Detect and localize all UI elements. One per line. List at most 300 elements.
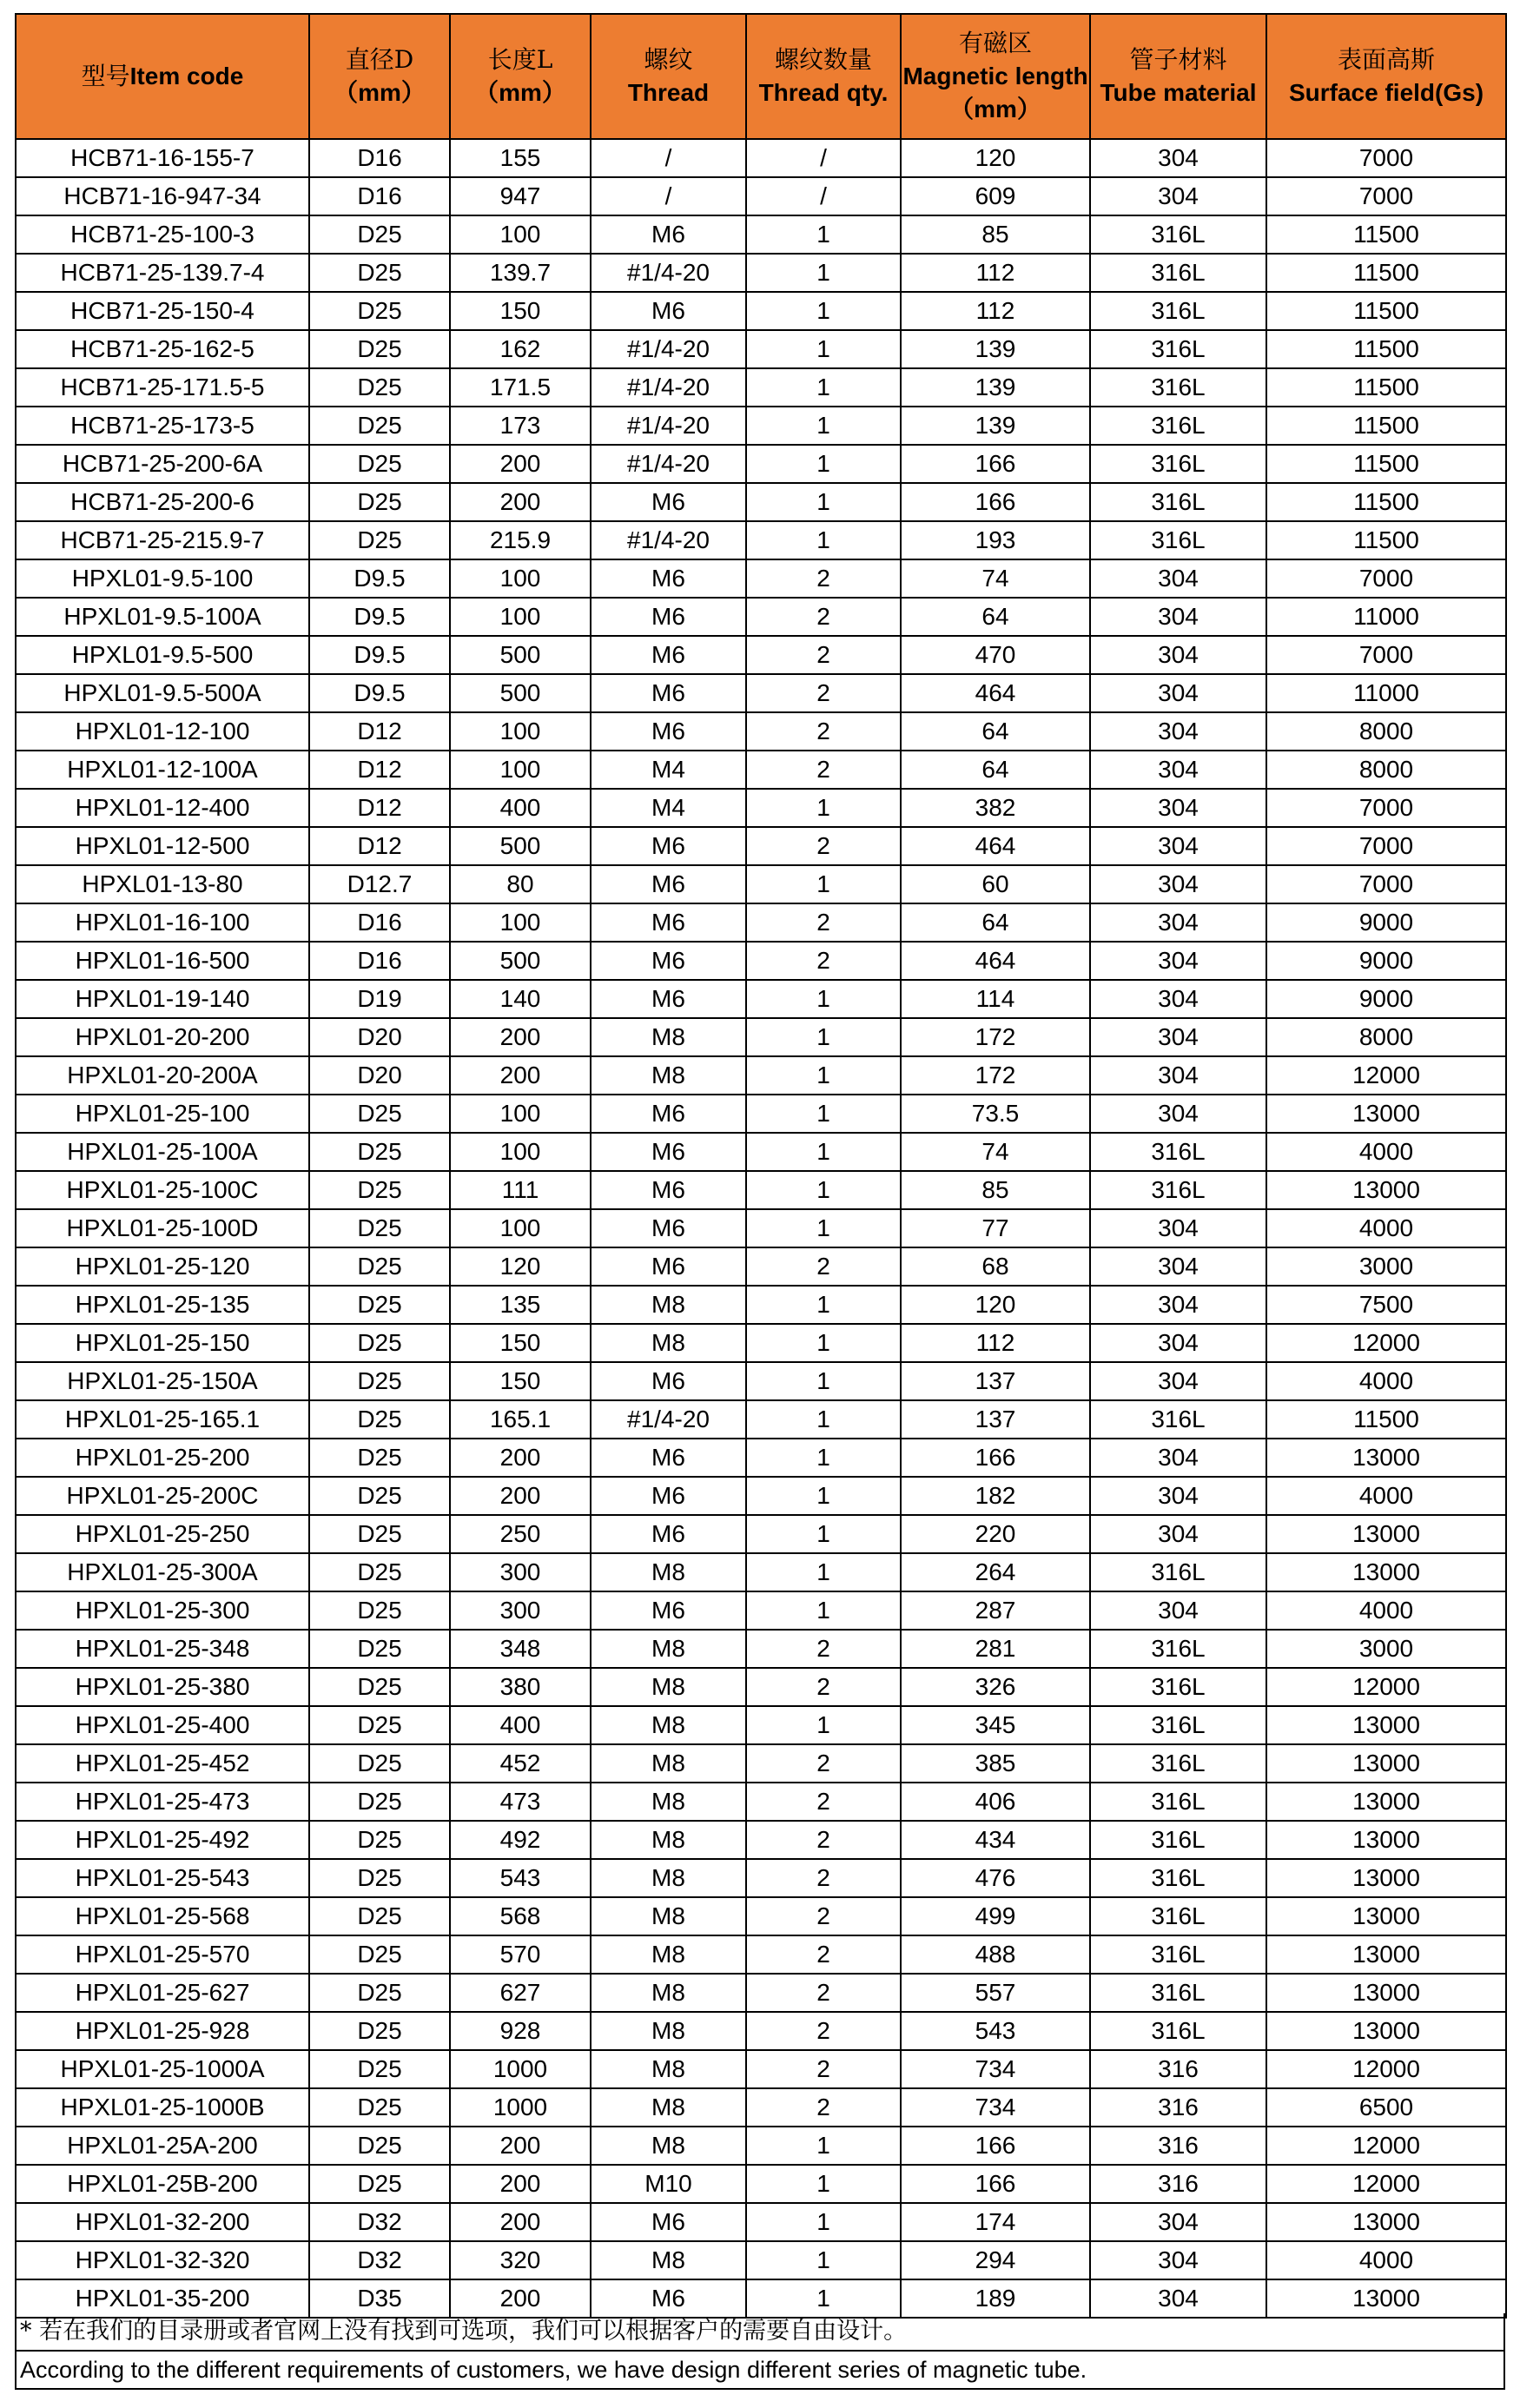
cell-diameter: D25: [309, 1783, 450, 1821]
cell-tube-material: 316: [1090, 2050, 1266, 2088]
cell-length: 100: [450, 712, 591, 751]
cell-magnetic-length: 326: [901, 1668, 1090, 1706]
cell-tube-material: 304: [1090, 1095, 1266, 1133]
cell-thread-qty: 1: [746, 1095, 901, 1133]
cell-surface-field: 13000: [1266, 1095, 1506, 1133]
cell-tube-material: 316L: [1090, 1706, 1266, 1744]
cell-tube-material: 316: [1090, 2165, 1266, 2203]
cell-thread-qty: 1: [746, 254, 901, 292]
cell-item-code: HCB71-25-200-6: [16, 483, 309, 521]
cell-surface-field: 11500: [1266, 215, 1506, 254]
cell-tube-material: 304: [1090, 2203, 1266, 2241]
cell-thread-qty: 1: [746, 1286, 901, 1324]
cell-magnetic-length: 60: [901, 865, 1090, 903]
cell-thread-qty: 2: [746, 903, 901, 942]
cell-surface-field: 13000: [1266, 1553, 1506, 1591]
cell-magnetic-length: 166: [901, 445, 1090, 483]
cell-item-code: HCB71-25-150-4: [16, 292, 309, 330]
cell-thread: M8: [591, 1783, 746, 1821]
cell-diameter: D25: [309, 1821, 450, 1859]
cell-thread-qty: 2: [746, 751, 901, 789]
cell-length: 100: [450, 903, 591, 942]
table-row: [16, 559, 1506, 598]
cell-thread-qty: 1: [746, 1018, 901, 1056]
cell-tube-material: 316L: [1090, 1133, 1266, 1171]
cell-length: 300: [450, 1591, 591, 1630]
cell-thread-qty: 2: [746, 559, 901, 598]
cell-magnetic-length: 64: [901, 751, 1090, 789]
cell-surface-field: 8000: [1266, 751, 1506, 789]
cell-item-code: HPXL01-9.5-500: [16, 636, 309, 674]
cell-thread-qty: 1: [746, 215, 901, 254]
cell-length: 250: [450, 1515, 591, 1553]
cell-item-code: HPXL01-25-300A: [16, 1553, 309, 1591]
cell-item-code: HPXL01-25-120: [16, 1247, 309, 1286]
cell-item-code: HPXL01-25-380: [16, 1668, 309, 1706]
cell-length: 500: [450, 827, 591, 865]
cell-thread: M6: [591, 559, 746, 598]
cell-tube-material: 304: [1090, 942, 1266, 980]
cell-item-code: HPXL01-25-400: [16, 1706, 309, 1744]
cell-diameter: D25: [309, 1706, 450, 1744]
cell-thread: M6: [591, 674, 746, 712]
cell-thread-qty: 1: [746, 1133, 901, 1171]
cell-thread-qty: 2: [746, 1630, 901, 1668]
cell-tube-material: 304: [1090, 1018, 1266, 1056]
cell-item-code: HPXL01-25-928: [16, 2012, 309, 2050]
footnote-english: According to the different requirements of customers, we have design different series of magnetic tube.: [15, 2352, 1505, 2390]
cell-diameter: D25: [309, 1744, 450, 1783]
cell-tube-material: 304: [1090, 636, 1266, 674]
cell-item-code: HPXL01-25-1000B: [16, 2088, 309, 2127]
table-row: [16, 1209, 1506, 1247]
cell-surface-field: 7000: [1266, 177, 1506, 215]
cell-magnetic-length: 112: [901, 1324, 1090, 1362]
cell-surface-field: 3000: [1266, 1630, 1506, 1668]
cell-diameter: D25: [309, 1668, 450, 1706]
cell-thread-qty: 1: [746, 483, 901, 521]
cell-thread-qty: 1: [746, 2127, 901, 2165]
cell-diameter: D25: [309, 407, 450, 445]
cell-surface-field: 11500: [1266, 254, 1506, 292]
cell-thread-qty: 1: [746, 1591, 901, 1630]
cell-item-code: HPXL01-25-543: [16, 1859, 309, 1897]
cell-item-code: HPXL01-25-135: [16, 1286, 309, 1324]
cell-tube-material: 316L: [1090, 292, 1266, 330]
cell-surface-field: 13000: [1266, 1783, 1506, 1821]
table-row: [16, 1859, 1506, 1897]
cell-tube-material: 316L: [1090, 445, 1266, 483]
cell-thread-qty: 1: [746, 1477, 901, 1515]
table-row: [16, 598, 1506, 636]
cell-item-code: HPXL01-25-165.1: [16, 1400, 309, 1439]
cell-surface-field: 7000: [1266, 827, 1506, 865]
cell-diameter: D25: [309, 521, 450, 559]
cell-tube-material: 316: [1090, 2088, 1266, 2127]
cell-surface-field: 12000: [1266, 1668, 1506, 1706]
table-row: [16, 827, 1506, 865]
cell-surface-field: 9000: [1266, 980, 1506, 1018]
cell-item-code: HPXL01-25-348: [16, 1630, 309, 1668]
column-header-label-en: Magnetic length（mm）: [902, 63, 1088, 122]
cell-thread: M6: [591, 1171, 746, 1209]
cell-thread-qty: /: [746, 177, 901, 215]
cell-magnetic-length: 85: [901, 215, 1090, 254]
cell-diameter: D12: [309, 827, 450, 865]
cell-magnetic-length: 499: [901, 1897, 1090, 1935]
cell-thread: M8: [591, 1286, 746, 1324]
cell-thread: M6: [591, 1095, 746, 1133]
cell-thread-qty: 2: [746, 674, 901, 712]
cell-length: 150: [450, 1324, 591, 1362]
cell-diameter: D25: [309, 1095, 450, 1133]
cell-item-code: HPXL01-35-200: [16, 2279, 309, 2318]
table-row: [16, 139, 1506, 177]
cell-surface-field: 13000: [1266, 1515, 1506, 1553]
cell-diameter: D25: [309, 292, 450, 330]
cell-diameter: D16: [309, 139, 450, 177]
cell-thread-qty: 1: [746, 368, 901, 407]
cell-item-code: HPXL01-25-100: [16, 1095, 309, 1133]
table-row: [16, 980, 1506, 1018]
cell-surface-field: 7500: [1266, 1286, 1506, 1324]
column-header-diameter: [309, 14, 450, 139]
cell-magnetic-length: 470: [901, 636, 1090, 674]
cell-magnetic-length: 74: [901, 559, 1090, 598]
cell-thread-qty: 1: [746, 1209, 901, 1247]
cell-thread: M6: [591, 980, 746, 1018]
cell-thread-qty: 1: [746, 789, 901, 827]
cell-tube-material: 304: [1090, 1515, 1266, 1553]
cell-surface-field: 12000: [1266, 1056, 1506, 1095]
cell-diameter: D16: [309, 942, 450, 980]
cell-thread-qty: 2: [746, 1783, 901, 1821]
cell-tube-material: 316L: [1090, 1821, 1266, 1859]
cell-thread-qty: 1: [746, 2279, 901, 2318]
cell-diameter: D25: [309, 1974, 450, 2012]
cell-diameter: D25: [309, 1935, 450, 1974]
cell-thread-qty: 2: [746, 1974, 901, 2012]
cell-item-code: HPXL01-25-250: [16, 1515, 309, 1553]
cell-tube-material: 304: [1090, 751, 1266, 789]
cell-thread: #1/4-20: [591, 330, 746, 368]
cell-thread-qty: 2: [746, 2012, 901, 2050]
column-header-label-en: Surface field(Gs): [1288, 79, 1484, 106]
cell-tube-material: 316L: [1090, 521, 1266, 559]
cell-length: 120: [450, 1247, 591, 1286]
cell-tube-material: 316L: [1090, 254, 1266, 292]
cell-magnetic-length: 166: [901, 483, 1090, 521]
cell-diameter: D12: [309, 751, 450, 789]
cell-magnetic-length: 464: [901, 942, 1090, 980]
table-row: [16, 292, 1506, 330]
cell-tube-material: 316L: [1090, 1668, 1266, 1706]
cell-magnetic-length: 174: [901, 2203, 1090, 2241]
cell-diameter: D25: [309, 1286, 450, 1324]
cell-thread: M4: [591, 789, 746, 827]
cell-length: 570: [450, 1935, 591, 1974]
cell-length: 155: [450, 139, 591, 177]
cell-diameter: D12.7: [309, 865, 450, 903]
cell-item-code: HPXL01-25-150A: [16, 1362, 309, 1400]
cell-thread-qty: 1: [746, 1515, 901, 1553]
cell-thread-qty: 1: [746, 1553, 901, 1591]
cell-magnetic-length: 406: [901, 1783, 1090, 1821]
cell-length: 1000: [450, 2050, 591, 2088]
cell-surface-field: 12000: [1266, 2127, 1506, 2165]
column-header-label-en: Item code: [129, 63, 244, 89]
column-header-thread-qty: [746, 14, 901, 139]
cell-thread: M8: [591, 1630, 746, 1668]
cell-item-code: HPXL01-25-627: [16, 1974, 309, 2012]
cell-surface-field: 4000: [1266, 1362, 1506, 1400]
cell-thread: M6: [591, 2203, 746, 2241]
cell-thread: M8: [591, 1859, 746, 1897]
cell-magnetic-length: 166: [901, 1439, 1090, 1477]
cell-length: 135: [450, 1286, 591, 1324]
cell-diameter: D25: [309, 1515, 450, 1553]
cell-magnetic-length: 557: [901, 1974, 1090, 2012]
table-row: [16, 903, 1506, 942]
cell-tube-material: 316L: [1090, 1783, 1266, 1821]
cell-tube-material: 316L: [1090, 1400, 1266, 1439]
cell-surface-field: 4000: [1266, 2241, 1506, 2279]
cell-thread-qty: 2: [746, 2088, 901, 2127]
cell-tube-material: 304: [1090, 827, 1266, 865]
table-row: [16, 1439, 1506, 1477]
cell-surface-field: 6500: [1266, 2088, 1506, 2127]
cell-thread-qty: 2: [746, 1668, 901, 1706]
cell-length: 492: [450, 1821, 591, 1859]
cell-diameter: D9.5: [309, 559, 450, 598]
cell-length: 200: [450, 483, 591, 521]
cell-tube-material: 316L: [1090, 1859, 1266, 1897]
cell-thread: M8: [591, 1821, 746, 1859]
cell-thread-qty: 2: [746, 942, 901, 980]
cell-length: 400: [450, 1706, 591, 1744]
cell-diameter: D20: [309, 1018, 450, 1056]
table-row: [16, 789, 1506, 827]
cell-magnetic-length: 64: [901, 712, 1090, 751]
cell-tube-material: 304: [1090, 598, 1266, 636]
cell-thread-qty: 1: [746, 521, 901, 559]
cell-diameter: D25: [309, 1859, 450, 1897]
cell-thread-qty: 1: [746, 1439, 901, 1477]
cell-length: 543: [450, 1859, 591, 1897]
cell-diameter: D9.5: [309, 598, 450, 636]
cell-length: 150: [450, 1362, 591, 1400]
cell-diameter: D12: [309, 789, 450, 827]
cell-diameter: D25: [309, 1324, 450, 1362]
cell-surface-field: 11500: [1266, 330, 1506, 368]
cell-length: 100: [450, 751, 591, 789]
cell-length: 400: [450, 789, 591, 827]
cell-surface-field: 13000: [1266, 1744, 1506, 1783]
cell-magnetic-length: 734: [901, 2050, 1090, 2088]
cell-diameter: D25: [309, 1477, 450, 1515]
cell-length: 80: [450, 865, 591, 903]
cell-magnetic-length: 734: [901, 2088, 1090, 2127]
cell-tube-material: 316L: [1090, 1171, 1266, 1209]
cell-length: 627: [450, 1974, 591, 2012]
cell-thread-qty: 1: [746, 865, 901, 903]
cell-thread: #1/4-20: [591, 407, 746, 445]
cell-thread-qty: 2: [746, 1247, 901, 1286]
cell-tube-material: 304: [1090, 789, 1266, 827]
cell-thread-qty: 1: [746, 2165, 901, 2203]
cell-diameter: D25: [309, 2050, 450, 2088]
cell-length: 100: [450, 598, 591, 636]
cell-tube-material: 316L: [1090, 1974, 1266, 2012]
table-row: [16, 2088, 1506, 2127]
cell-thread: M6: [591, 1591, 746, 1630]
magnetic-tube-spec-table: [15, 13, 1507, 2319]
table-row: [16, 2279, 1506, 2318]
cell-length: 171.5: [450, 368, 591, 407]
cell-thread-qty: 1: [746, 1324, 901, 1362]
cell-magnetic-length: 68: [901, 1247, 1090, 1286]
column-header-label-en: Thread qty.: [758, 79, 889, 106]
column-header-label-cn: 直径D: [345, 45, 414, 74]
cell-magnetic-length: 112: [901, 292, 1090, 330]
cell-diameter: D32: [309, 2203, 450, 2241]
cell-item-code: HPXL01-13-80: [16, 865, 309, 903]
cell-item-code: HPXL01-16-500: [16, 942, 309, 980]
cell-surface-field: 11000: [1266, 674, 1506, 712]
table-row: [16, 1821, 1506, 1859]
cell-magnetic-length: 189: [901, 2279, 1090, 2318]
cell-length: 200: [450, 2279, 591, 2318]
column-header-label-cn: 管子材料: [1129, 45, 1227, 74]
table-row: [16, 2127, 1506, 2165]
cell-tube-material: 304: [1090, 1056, 1266, 1095]
table-row: [16, 674, 1506, 712]
table-row: [16, 1247, 1506, 1286]
cell-item-code: HPXL01-25-570: [16, 1935, 309, 1974]
cell-magnetic-length: 139: [901, 407, 1090, 445]
cell-length: 200: [450, 2165, 591, 2203]
cell-length: 200: [450, 1477, 591, 1515]
cell-magnetic-length: 385: [901, 1744, 1090, 1783]
column-header-label-cn: 型号: [81, 62, 130, 90]
cell-thread-qty: 2: [746, 1821, 901, 1859]
cell-tube-material: 304: [1090, 1439, 1266, 1477]
table-row: [16, 2165, 1506, 2203]
table-row: [16, 1133, 1506, 1171]
cell-diameter: D25: [309, 1630, 450, 1668]
cell-magnetic-length: 137: [901, 1362, 1090, 1400]
table-row: [16, 1477, 1506, 1515]
cell-item-code: HPXL01-25-568: [16, 1897, 309, 1935]
cell-item-code: HPXL01-25-300: [16, 1591, 309, 1630]
cell-item-code: HCB71-25-171.5-5: [16, 368, 309, 407]
cell-thread: M10: [591, 2165, 746, 2203]
cell-magnetic-length: 112: [901, 254, 1090, 292]
cell-thread: #1/4-20: [591, 368, 746, 407]
cell-surface-field: 7000: [1266, 865, 1506, 903]
table-row: [16, 1935, 1506, 1974]
cell-magnetic-length: 609: [901, 177, 1090, 215]
cell-magnetic-length: 120: [901, 1286, 1090, 1324]
table-row: [16, 368, 1506, 407]
cell-length: 173: [450, 407, 591, 445]
cell-diameter: D25: [309, 1133, 450, 1171]
cell-tube-material: 316L: [1090, 407, 1266, 445]
cell-item-code: HPXL01-25-452: [16, 1744, 309, 1783]
cell-length: 165.1: [450, 1400, 591, 1439]
column-header-label-cn: 螺纹数量: [774, 45, 872, 74]
cell-tube-material: 304: [1090, 1362, 1266, 1400]
cell-diameter: D35: [309, 2279, 450, 2318]
cell-magnetic-length: 166: [901, 2165, 1090, 2203]
table-row: [16, 2241, 1506, 2279]
cell-item-code: HPXL01-25-200C: [16, 1477, 309, 1515]
column-header-magnetic-length: [901, 14, 1090, 139]
cell-item-code: HPXL01-12-500: [16, 827, 309, 865]
cell-thread: M8: [591, 1706, 746, 1744]
cell-thread: M6: [591, 1439, 746, 1477]
column-header-label-cn: 表面高斯: [1337, 45, 1435, 74]
cell-magnetic-length: 172: [901, 1056, 1090, 1095]
cell-diameter: D25: [309, 445, 450, 483]
cell-item-code: HCB71-25-200-6A: [16, 445, 309, 483]
cell-tube-material: 304: [1090, 1477, 1266, 1515]
cell-magnetic-length: 220: [901, 1515, 1090, 1553]
table-row: [16, 1630, 1506, 1668]
table-row: [16, 445, 1506, 483]
table-row: [16, 712, 1506, 751]
column-header-label-en: Thread: [627, 79, 710, 106]
cell-tube-material: 316L: [1090, 1935, 1266, 1974]
cell-tube-material: 316L: [1090, 2012, 1266, 2050]
cell-length: 200: [450, 1018, 591, 1056]
cell-magnetic-length: 281: [901, 1630, 1090, 1668]
cell-surface-field: 11500: [1266, 521, 1506, 559]
cell-thread: M6: [591, 903, 746, 942]
cell-magnetic-length: 264: [901, 1553, 1090, 1591]
cell-thread-qty: 2: [746, 1935, 901, 1974]
cell-item-code: HPXL01-25B-200: [16, 2165, 309, 2203]
cell-diameter: D25: [309, 2012, 450, 2050]
table-body: [16, 139, 1506, 2318]
table-row: [16, 407, 1506, 445]
cell-magnetic-length: 166: [901, 2127, 1090, 2165]
cell-length: 1000: [450, 2088, 591, 2127]
cell-thread: M8: [591, 1056, 746, 1095]
cell-item-code: HPXL01-25-492: [16, 1821, 309, 1859]
footnote-chinese: * 若在我们的目录册或者官网上没有找到可选项，我们可以根据客户的需要自由设计。: [15, 2313, 1505, 2352]
cell-item-code: HPXL01-25-100A: [16, 1133, 309, 1171]
cell-thread: M6: [591, 1515, 746, 1553]
cell-thread: M8: [591, 1744, 746, 1783]
cell-magnetic-length: 287: [901, 1591, 1090, 1630]
cell-surface-field: 13000: [1266, 2012, 1506, 2050]
cell-item-code: HPXL01-32-200: [16, 2203, 309, 2241]
cell-thread: M4: [591, 751, 746, 789]
cell-surface-field: 12000: [1266, 1324, 1506, 1362]
cell-diameter: D9.5: [309, 674, 450, 712]
cell-item-code: HPXL01-32-320: [16, 2241, 309, 2279]
cell-diameter: D25: [309, 330, 450, 368]
cell-thread: M6: [591, 636, 746, 674]
cell-item-code: HCB71-25-215.9-7: [16, 521, 309, 559]
table-row: [16, 521, 1506, 559]
cell-diameter: D16: [309, 903, 450, 942]
cell-diameter: D25: [309, 1171, 450, 1209]
cell-magnetic-length: 193: [901, 521, 1090, 559]
cell-diameter: D25: [309, 2088, 450, 2127]
cell-surface-field: 11000: [1266, 598, 1506, 636]
